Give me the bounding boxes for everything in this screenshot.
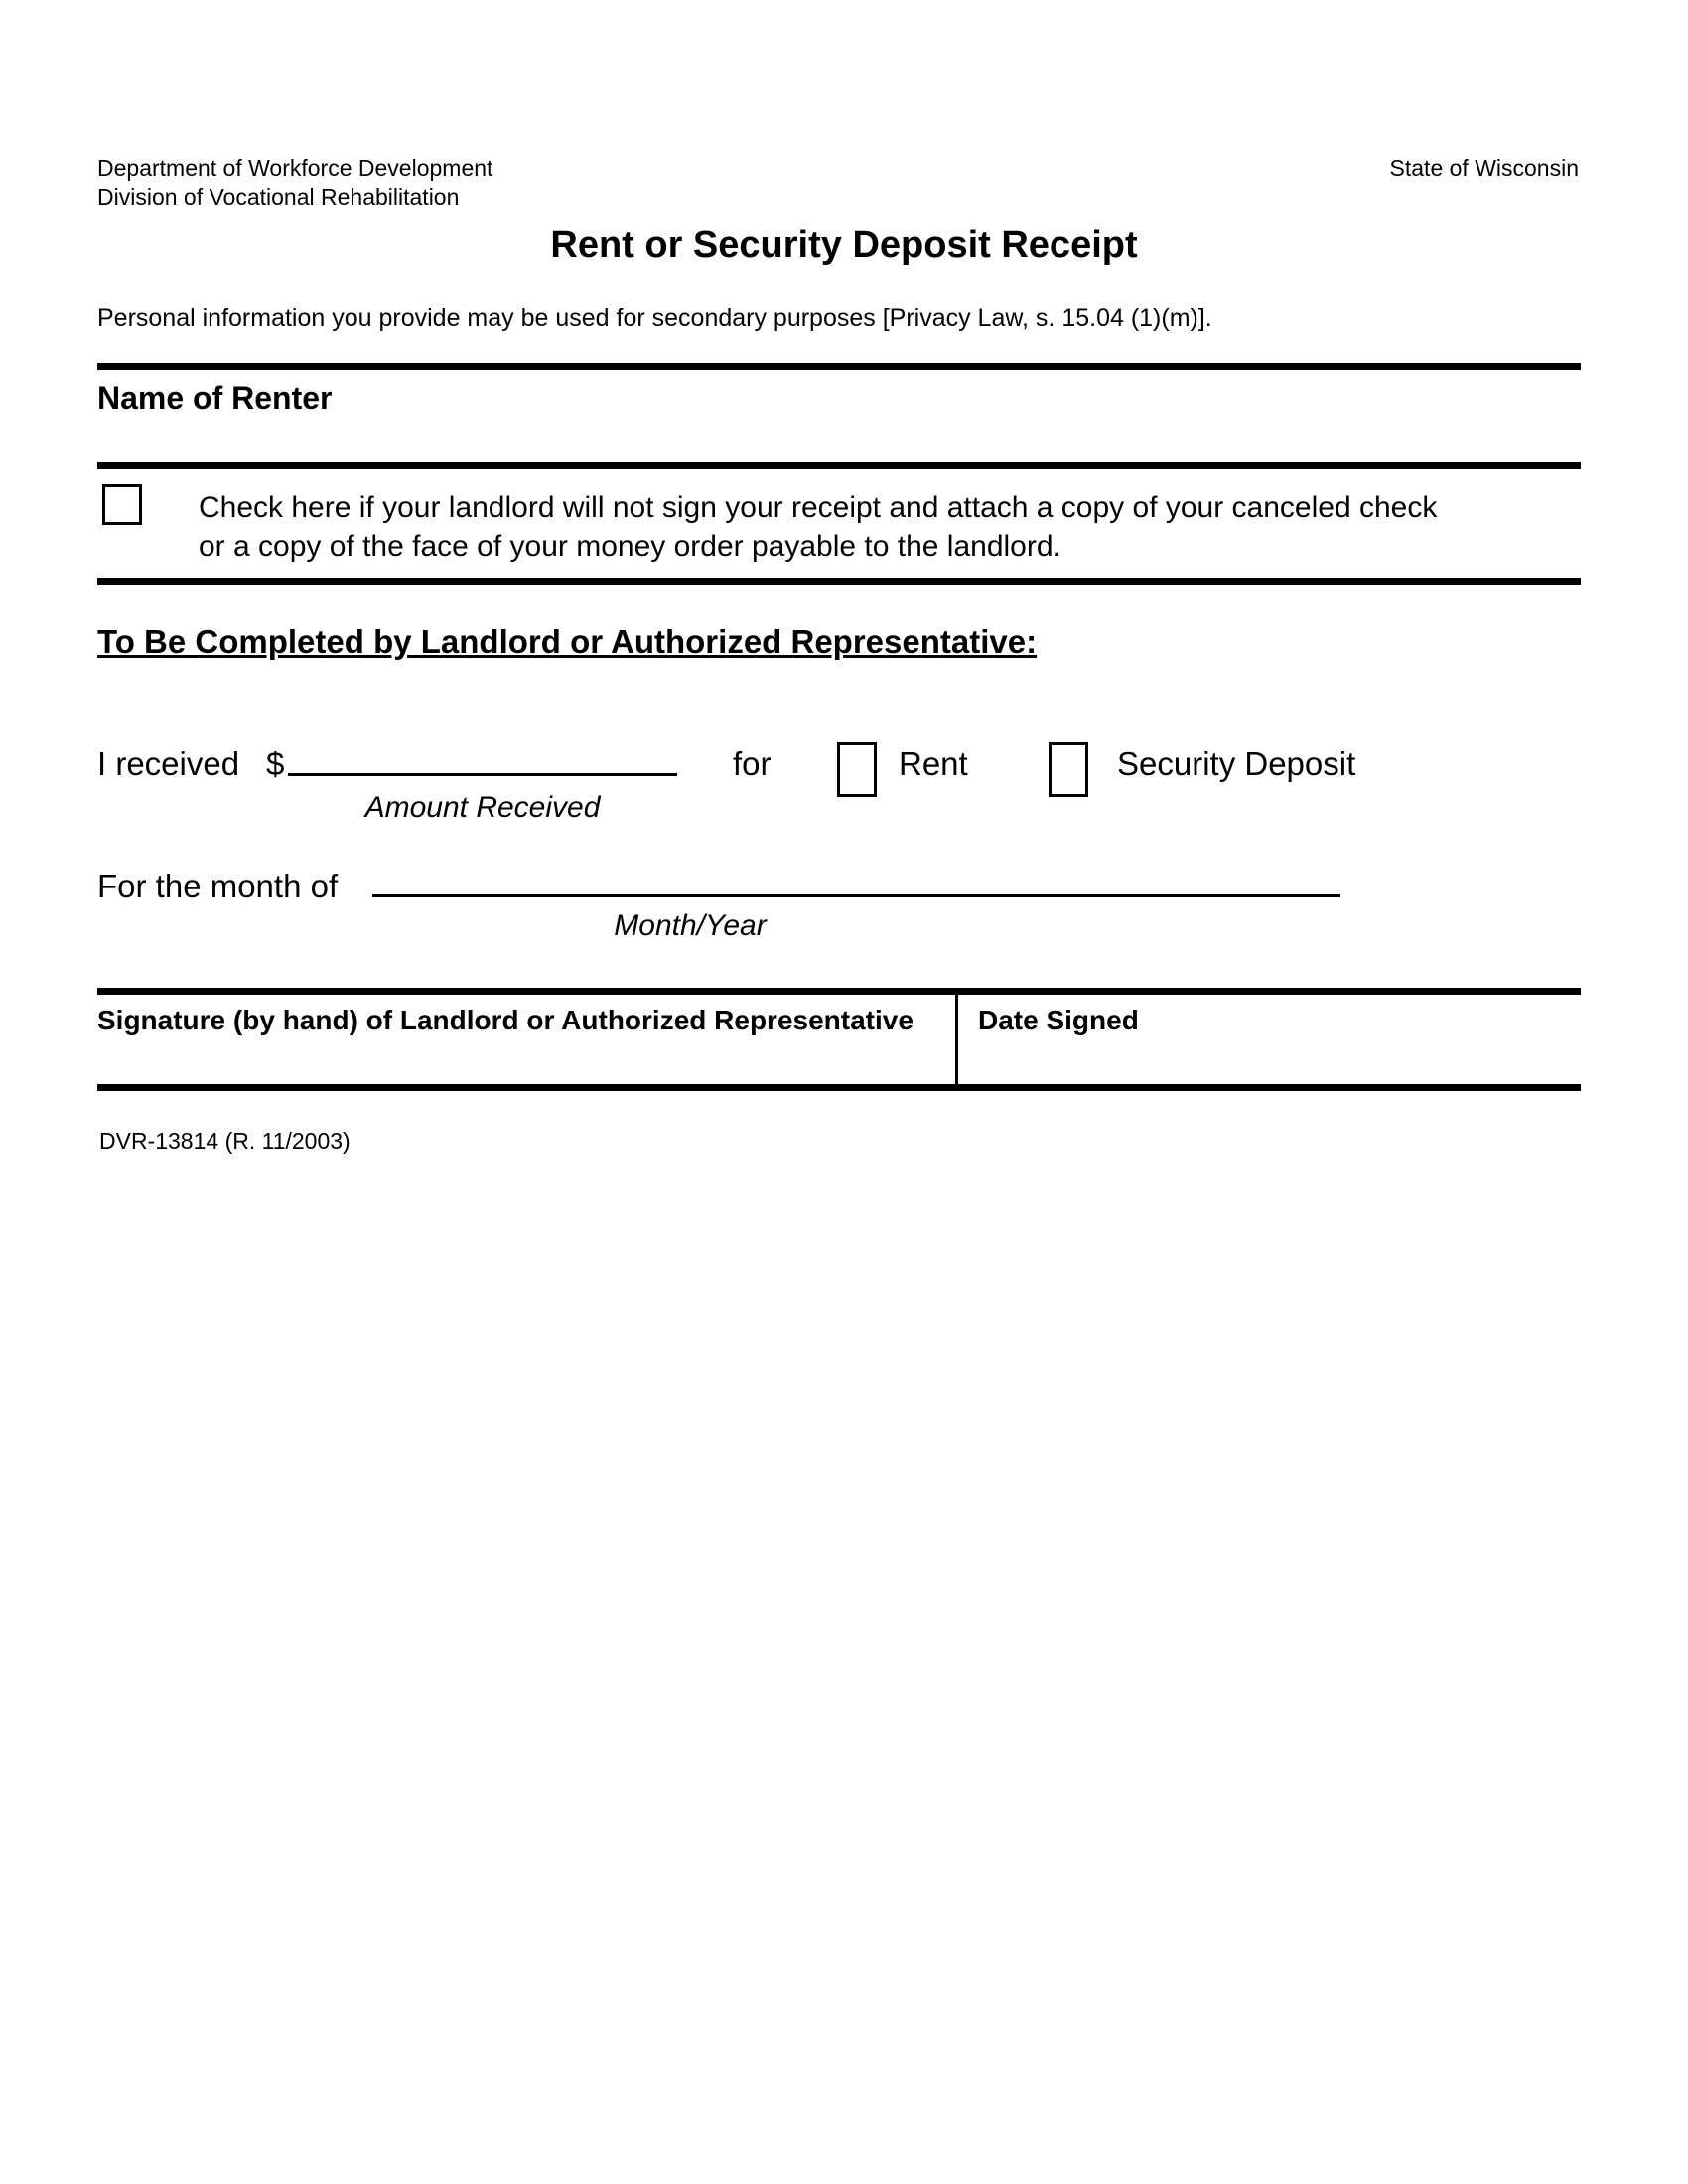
amount-blank-line	[288, 773, 677, 776]
horizontal-rule	[97, 988, 1581, 995]
received-prefix-label: I received	[97, 746, 240, 782]
state-label: State of Wisconsin	[1389, 155, 1579, 181]
agency-line-1: Department of Workforce Development	[97, 155, 493, 181]
no-signature-checkbox[interactable]	[102, 484, 142, 525]
amount-received-field[interactable]	[288, 741, 677, 773]
month-year-caption: Month/Year	[614, 909, 767, 942]
renter-name-field[interactable]	[97, 417, 1581, 460]
signature-label: Signature (by hand) of Landlord or Authorized Representative	[97, 1005, 914, 1035]
horizontal-rule	[97, 363, 1581, 370]
security-deposit-checkbox[interactable]	[1049, 742, 1088, 797]
rent-checkbox-label: Rent	[899, 746, 968, 782]
renter-name-label: Name of Renter	[97, 380, 333, 416]
landlord-section-heading: To Be Completed by Landlord or Authorized Representative:	[97, 623, 1038, 660]
form-number: DVR-13814 (R. 11/2003)	[99, 1128, 351, 1154]
security-deposit-checkbox-label: Security Deposit	[1117, 746, 1356, 782]
date-signed-field[interactable]	[963, 1036, 1581, 1082]
rent-checkbox[interactable]	[837, 742, 877, 797]
month-label: For the month of	[97, 868, 339, 904]
for-label: for	[733, 746, 772, 782]
no-signature-label-line-1: Check here if your landlord will not sign your receipt and attach a copy of your canceled check	[199, 491, 1438, 524]
horizontal-rule	[97, 1084, 1581, 1091]
month-blank-line	[372, 894, 1340, 897]
amount-received-caption: Amount Received	[364, 791, 601, 824]
signature-field[interactable]	[97, 1036, 949, 1082]
agency-block	[97, 154, 492, 211]
privacy-notice: Personal information you provide may be used for secondary purposes [Privacy Law, s. 15.04 (1)(m)].	[97, 304, 1212, 332]
no-signature-label-line-2: or a copy of the face of your money order payable to the landlord.	[199, 530, 1061, 563]
agency-line-2: Division of Vocational Rehabilitation	[97, 184, 460, 209]
dollar-sign-label: $	[266, 746, 285, 782]
signature-table-divider	[955, 995, 958, 1084]
month-year-field[interactable]	[372, 860, 1340, 894]
form-title: Rent or Security Deposit Receipt	[550, 224, 1138, 266]
horizontal-rule	[97, 578, 1581, 585]
horizontal-rule	[97, 462, 1581, 469]
no-signature-checkbox-label	[199, 488, 1569, 566]
date-signed-label: Date Signed	[978, 1005, 1139, 1035]
